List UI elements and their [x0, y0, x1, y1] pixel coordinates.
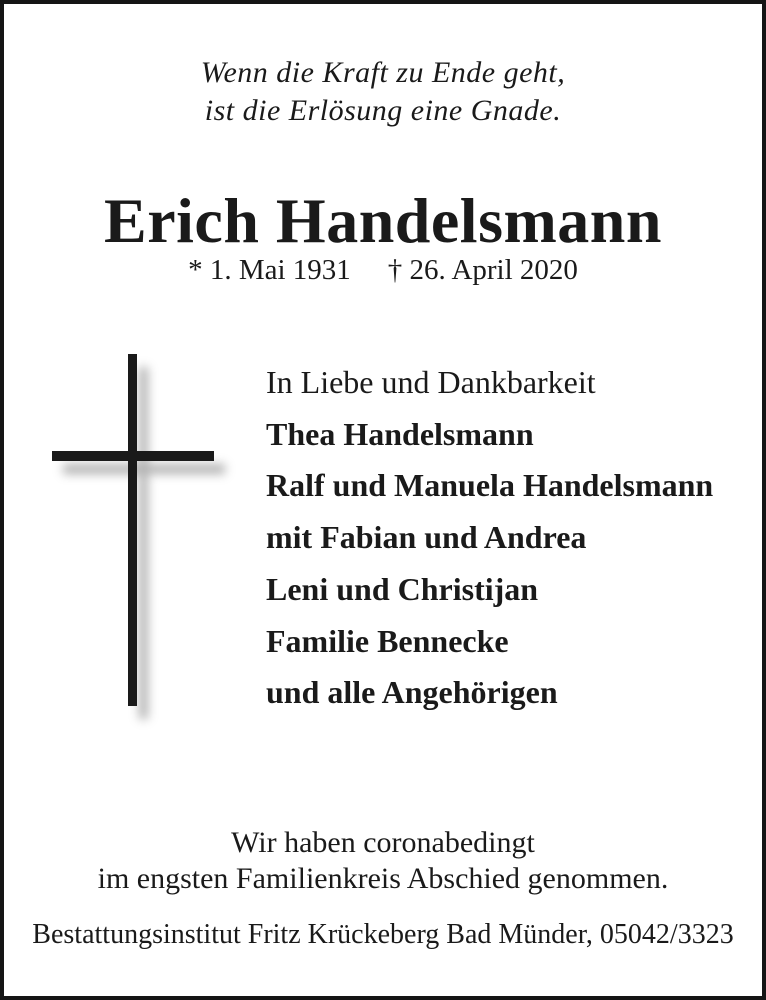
mourner-line: Thea Handelsmann [266, 415, 534, 452]
mourner-line: Familie Bennecke [266, 622, 509, 659]
latin-cross-icon [52, 354, 214, 706]
mourner-line: und alle Angehörigen [266, 674, 558, 711]
mourner-line: Ralf und Manuela Handelsmann [266, 467, 714, 504]
deceased-name: Erich Handelsmann [104, 185, 662, 256]
funeral-home-line: Bestattungsinstitut Fritz Krückeberg Bad Münder, 05042/3323 [32, 919, 734, 950]
cross-horizontal-bar [52, 451, 214, 461]
mourner-line: Leni und Christijan [266, 570, 539, 607]
farewell-note [4, 825, 762, 896]
life-dates [4, 252, 762, 288]
mourning-intro: In Liebe und Dankbarkeit [266, 364, 596, 400]
farewell-line-2: im engsten Familienkreis Abschied genommen. [97, 861, 669, 895]
epigraph [4, 54, 762, 130]
mourner-line: mit Fabian und Andrea [266, 519, 587, 556]
death-date: † 26. April 2020 [387, 254, 578, 286]
epigraph-line-1: Wenn die Kraft zu Ende geht, [200, 56, 566, 89]
cross-vertical-bar [128, 354, 137, 706]
birth-date: * 1. Mai 1931 [188, 254, 351, 286]
farewell-line-1: Wir haben coronabedingt [231, 826, 535, 859]
mourning-block [266, 357, 713, 719]
epigraph-line-2: ist die Erlösung eine Gnade. [204, 94, 562, 127]
